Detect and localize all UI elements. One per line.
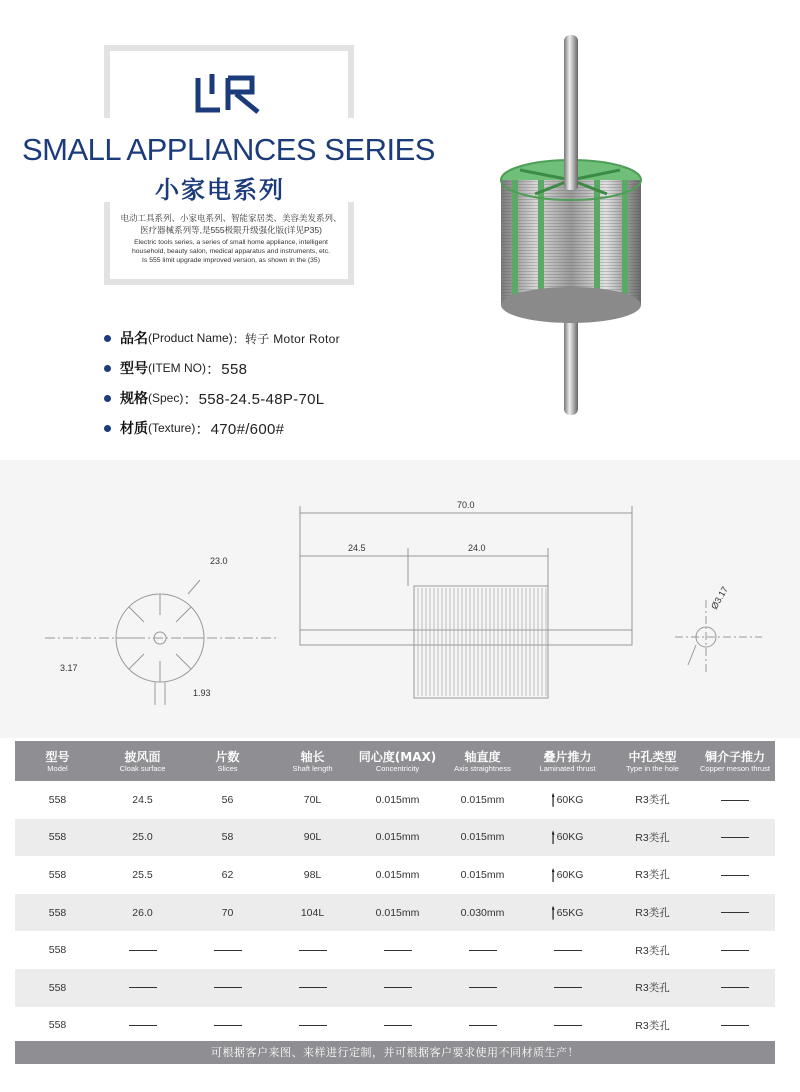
table-cell [100,944,185,956]
table-cell [355,907,440,919]
cell-value: 0.015mm [460,868,505,881]
table-cell [355,1019,440,1031]
dash-placeholder [129,1025,157,1026]
bullet-dot-icon [104,335,111,342]
spec-product-name [104,323,340,353]
table-row [15,969,775,1007]
desc-cn-line-2: 医疗器械系列等,是555极限升级强化版(详见P35) [140,225,322,235]
header-cn: 中孔类型 [628,749,677,764]
table-cell [525,982,610,994]
series-title-cn: 小家电系列 [155,176,285,204]
cell-value: 98L [303,868,322,881]
motor-rotor-photo [490,30,650,420]
header-cell [100,741,185,781]
dash-placeholder [214,987,242,988]
thrust-arrow-icon [552,868,555,882]
table-cell [695,1019,775,1031]
dim-left-length: 24.5 [348,543,366,553]
dash-placeholder [299,1025,327,1026]
dash-placeholder [721,875,749,876]
dash-placeholder [554,950,582,951]
header-en: Model [47,763,68,773]
header-cn: 轴直度 [464,749,501,764]
desc-en-line-3: Is 555 limit upgrade improved version, as shown in the (35) [142,257,320,264]
table-cell [15,944,100,956]
spec-key-cn: 型号 [120,360,148,376]
table-cell [100,869,185,881]
cell-value: 0.015mm [375,906,420,919]
table-cell [695,982,775,994]
cell-value: 0.015mm [460,831,505,844]
table-cell [100,794,185,806]
table-cell [695,831,775,843]
dim-slot: 1.93 [193,688,211,698]
table-cell [610,792,695,807]
spec-key-en: (Product Name) [148,331,233,345]
table-cell [355,869,440,881]
dash-placeholder [469,950,497,951]
table-row [15,931,775,969]
header-en: Copper meson thrust [699,763,771,773]
spec-key-cn: 规格 [120,390,148,406]
dash-placeholder [721,837,749,838]
header-en: Laminated thrust [539,763,596,773]
table-cell [355,794,440,806]
table-cell [185,1019,270,1031]
header-en: Type in the hole [626,763,679,773]
spec-texture [104,413,340,443]
header-en: Axis straightness [454,763,511,773]
header-cn: 型号 [45,749,70,764]
table-cell [440,982,525,994]
cell-value: 558 [48,944,67,957]
cell-value: 0.015mm [375,831,420,844]
header-cell [185,741,270,781]
dim-hole: 3.17 [60,663,78,673]
table-cell [15,869,100,881]
desc-en-line-1: Electric tools series, a series of small home appliance, intelligent [134,239,328,246]
bullet-dot-icon [104,425,111,432]
desc-cn-line-1: 电动工具系列、小家电系列、智能家居类、美容美发系列、 [120,213,342,223]
table-row [15,781,775,819]
cell-value: R3类孔 [635,794,670,807]
header-cell [525,741,610,781]
table-body [15,781,775,1044]
dash-placeholder [214,1025,242,1026]
table-cell [100,831,185,843]
header-en: Slices [217,763,238,773]
cell-value: 58 [221,831,234,844]
table-cell [440,794,525,806]
table-cell [15,831,100,843]
spec-list [104,323,340,443]
table-cell [15,907,100,919]
table-cell [270,907,355,919]
spec-value: ：470#/600# [195,420,285,438]
cell-value: R3类孔 [635,1019,670,1032]
cell-value: 558 [48,793,67,806]
table-cell [15,1019,100,1031]
desc-en-line-2: household, beauty salon, medical apparatus and instruments, etc. [132,248,330,255]
dash-placeholder [384,1025,412,1026]
table-cell [695,794,775,806]
thrust-arrow-icon [552,793,555,807]
series-description [108,212,354,265]
spec-key-cn: 品名 [120,330,148,346]
cell-value: 558 [48,868,67,881]
table-cell [695,944,775,956]
cell-value: R3类孔 [635,831,670,844]
cell-value: 65KG [556,906,584,919]
cell-value: 25.5 [132,868,153,881]
dash-placeholder [214,950,242,951]
table-cell [100,1019,185,1031]
table-cell [610,830,695,845]
cell-value: 0.015mm [375,793,420,806]
table-cell [270,982,355,994]
table-cell [270,869,355,881]
header-cell [270,741,355,781]
cell-value: R3类孔 [635,944,670,957]
dim-shaft-diameter: Ø3.17 [709,584,730,611]
dash-placeholder [721,912,749,913]
header-cell [15,741,100,781]
spec-spec [104,383,340,413]
table-cell [695,869,775,881]
header-cn: 轴长 [300,749,325,764]
bullet-dot-icon [104,395,111,402]
cell-value: 558 [48,906,67,919]
dim-total-length: 70.0 [457,500,475,510]
dash-placeholder [129,950,157,951]
cell-value: R3类孔 [635,869,670,882]
spec-item-no [104,353,340,383]
dash-placeholder [554,1025,582,1026]
header-en: Concentricity [375,763,420,773]
footer-note: 可根据客户来图、来样进行定制，并可根据客户要求使用不同材质生产！ [15,1041,775,1064]
cell-value: 70L [303,793,322,806]
table-cell [610,943,695,958]
cell-value: 104L [300,906,325,919]
table-cell [270,831,355,843]
spec-value: ：558-24.5-48P-70L [183,390,325,408]
table-row [15,819,775,857]
table-cell [525,793,610,807]
table-cell [440,944,525,956]
table-cell [15,794,100,806]
spec-key-en: (Texture) [148,421,196,435]
header-en: Cloak surface [119,763,166,773]
header-en: Shaft length [292,763,333,773]
spec-value: ：转子 Motor Rotor [232,331,340,346]
table-cell [270,794,355,806]
table-cell [610,905,695,920]
dash-placeholder [384,987,412,988]
dash-placeholder [721,1025,749,1026]
header-cell [440,741,525,781]
table-cell [695,907,775,919]
cell-value: 56 [221,793,234,806]
header-cn: 同心度(MAX) [358,749,437,764]
spec-key-en: (Spec) [148,391,184,405]
bullet-dot-icon [104,365,111,372]
table-cell [355,982,440,994]
header-cn: 披风面 [124,749,161,764]
table-cell [270,1019,355,1031]
cell-value: 60KG [556,831,584,844]
table-cell [525,1019,610,1031]
cell-value: 0.030mm [460,906,505,919]
brand-logo-icon [190,70,270,118]
spec-table [15,741,775,1044]
dim-core-length: 24.0 [468,543,486,553]
header-cell [695,741,775,781]
table-cell [610,1018,695,1033]
cell-value: 25.0 [132,831,153,844]
table-cell [185,907,270,919]
table-cell [525,944,610,956]
header-cn: 铜介子推力 [704,749,765,764]
table-cell [440,1019,525,1031]
thrust-arrow-icon [552,906,555,920]
table-cell [440,869,525,881]
cell-value: 62 [221,868,234,881]
table-row [15,856,775,894]
table-cell [185,869,270,881]
table-cell [525,868,610,882]
header-cn: 片数 [215,749,240,764]
series-title-en: SMALL APPLIANCES SERIES [22,132,435,167]
cell-value: 24.5 [132,793,153,806]
cell-value: 60KG [556,793,584,806]
dash-placeholder [129,987,157,988]
cell-value: 0.015mm [460,793,505,806]
thrust-arrow-icon [552,830,555,844]
table-cell [185,794,270,806]
cell-value: R3类孔 [635,907,670,920]
spec-key-cn: 材质 [120,420,148,436]
cell-value: 90L [303,831,322,844]
table-cell [185,831,270,843]
dash-placeholder [554,987,582,988]
cell-value: 70 [221,906,234,919]
cell-value: 558 [48,981,67,994]
table-row [15,1007,775,1045]
table-cell [15,982,100,994]
dim-diameter: 23.0 [210,556,228,566]
technical-drawing [0,460,800,738]
table-cell [185,944,270,956]
header-cell [610,741,695,781]
table-cell [525,830,610,844]
table-header [15,741,775,781]
cell-value: R3类孔 [635,982,670,995]
spec-value: ：558 [206,360,248,378]
dash-placeholder [721,800,749,801]
header-cell [355,741,440,781]
table-cell [270,944,355,956]
table-cell [185,982,270,994]
dash-placeholder [721,950,749,951]
table-cell [100,982,185,994]
header-cn: 叠片推力 [543,749,592,764]
dash-placeholder [299,987,327,988]
cell-value: 558 [48,1019,67,1032]
table-cell [355,944,440,956]
dash-placeholder [469,987,497,988]
cell-value: 60KG [556,868,584,881]
dash-placeholder [299,950,327,951]
table-cell [100,907,185,919]
table-row [15,894,775,932]
table-cell [440,907,525,919]
dash-placeholder [721,987,749,988]
dash-placeholder [384,950,412,951]
table-cell [355,831,440,843]
cell-value: 558 [48,831,67,844]
table-cell [610,980,695,995]
table-cell [610,867,695,882]
cell-value: 26.0 [132,906,153,919]
cell-value: 0.015mm [375,868,420,881]
spec-key-en: (ITEM NO) [148,361,206,375]
desc-en-block [108,238,354,265]
table-cell [525,906,610,920]
dash-placeholder [469,1025,497,1026]
table-cell [440,831,525,843]
